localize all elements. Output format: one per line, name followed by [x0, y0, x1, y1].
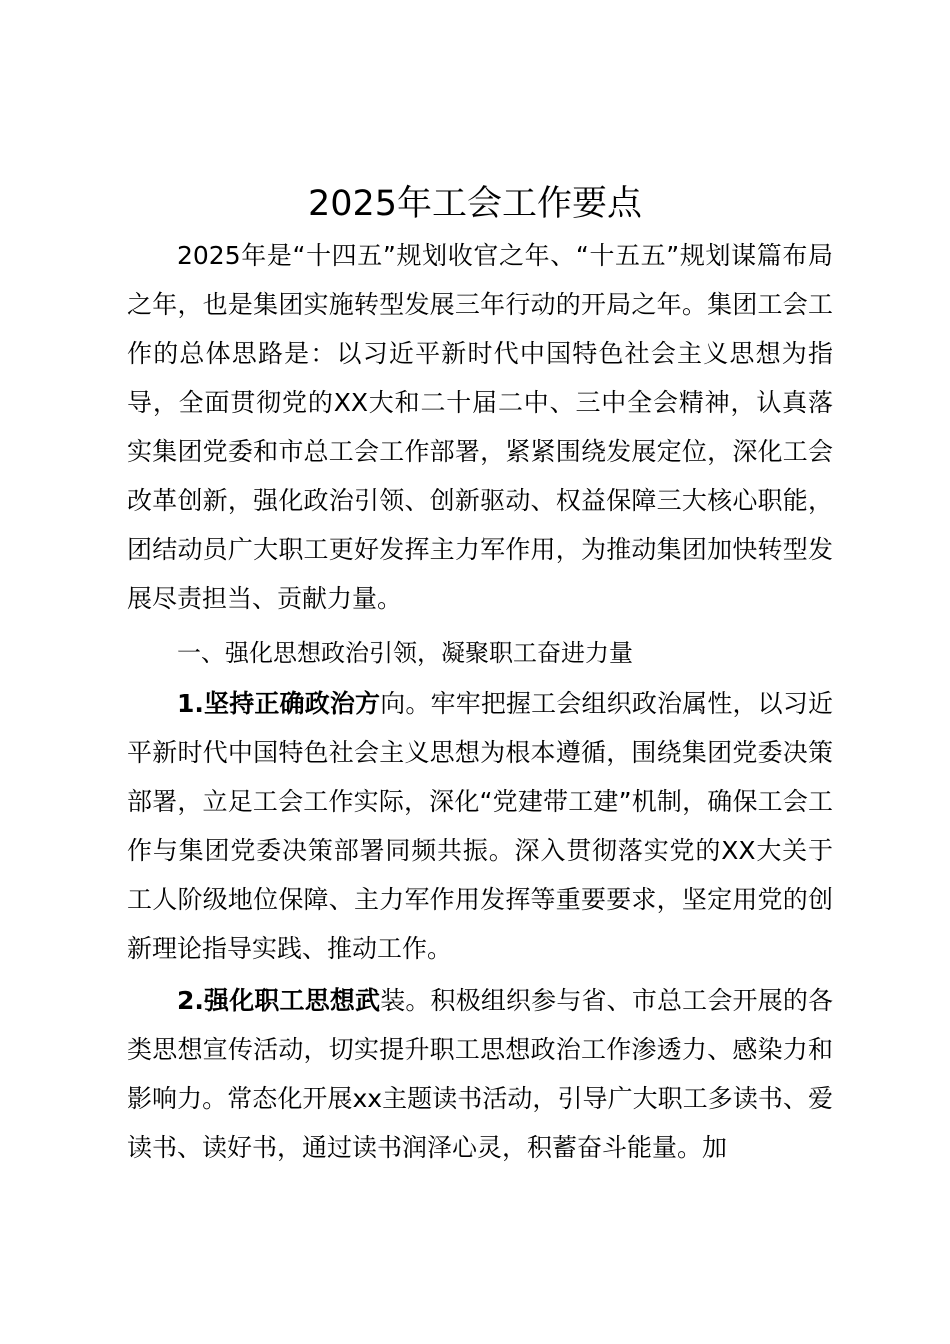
item-1-paragraph	[127, 679, 833, 973]
item-2-text: 装。积极组织参与省、市总工会开展的各类思想宣传活动，切实提升职工思想政治工作渗透力、感染力和影响力。常态化开展xx主题读书活动，引导广大职工多读书、爱读书、读好书，通过读书润泽心灵，积蓄奋斗能量。加	[127, 986, 833, 1162]
section-heading: 一、强化思想政治引领，凝聚职工奋进力量	[177, 639, 633, 667]
item-1-text: 向。牢牢把握工会组织政治属性，以习近平新时代中国特色社会主义思想为根本遵循，围绕集团党委决策部署，立足工会工作实际，深化“党建带工建”机制，确保工会工作与集团党委决策部署同频共振。深入贯彻落实党的XX大关于工人阶级地位保障、主力军作用发挥等重要要求，坚定用党的创新理论指导实践、推动工作。	[127, 689, 833, 963]
document-title: 2025年工会工作要点	[307, 184, 643, 224]
intro-paragraph: 2025年是“十四五”规划收官之年、“十五五”规划谋篇布局之年，也是集团实施转型发展三年行动的开局之年。集团工会工作的总体思路是：以习近平新时代中国特色社会主义思想为指导，全面贯彻党的XX大和二十届二中、三中全会精神，认真落实集团党委和市总工会工作部署，紧紧围绕发展定位，深化工会改革创新，强化政治引领、创新驱动、权益保障三大核心职能，团结动员广大职工更好发挥主力军作用，为推动集团加快转型发展尽责担当、贡献力量。	[127, 241, 833, 613]
item-2-paragraph	[127, 976, 833, 1172]
item-1-lead: 1.坚持正确政治方	[177, 689, 381, 718]
item-2-lead: 2.强化职工思想武	[177, 986, 381, 1015]
